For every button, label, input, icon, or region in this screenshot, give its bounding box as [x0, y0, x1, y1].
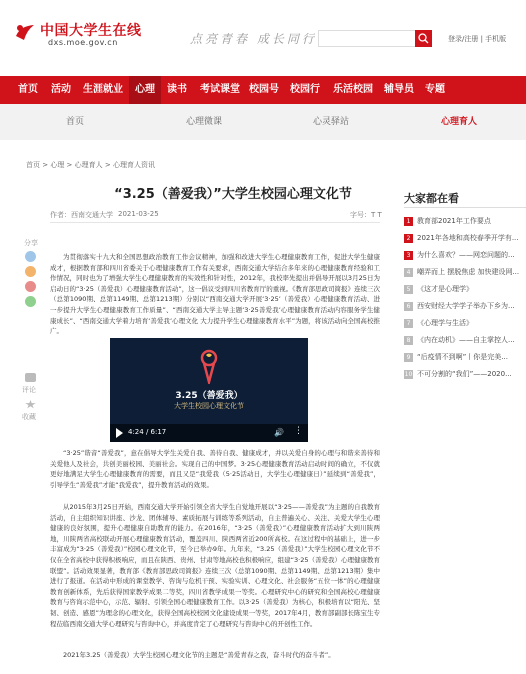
popular-item[interactable]	[404, 369, 526, 383]
subnav-home[interactable]: 首页	[66, 117, 85, 127]
collect-label: 收藏	[22, 413, 36, 421]
subnav-micro-course[interactable]: 心理微课	[186, 117, 223, 127]
article-title: “3.25（善爱我）”大学生校园心理文化节	[114, 187, 352, 202]
font-size-control[interactable]: 字号：T T	[350, 211, 382, 219]
rank-badge: 10	[404, 370, 413, 378]
video-subtitle: 大学生校园心理文化节	[174, 402, 244, 410]
video-player[interactable]	[110, 338, 308, 442]
sub-nav	[0, 104, 526, 140]
subnav-psych-education[interactable]: 心理育人	[441, 117, 478, 127]
popular-item[interactable]	[404, 284, 526, 298]
rank-badge: 6	[404, 302, 413, 311]
popular-item[interactable]	[404, 216, 526, 230]
ribbon-logo-icon	[197, 348, 221, 384]
share-label: 分享	[24, 239, 38, 247]
subnav-soul-station[interactable]: 心灵驿站	[313, 117, 350, 127]
article-paragraph: 从2015年3月25日开始，西南交通大学开始引领全省大学生自觉地开展以“3·25——善爱我”为主题的自我教育活动，自主组织知识讲座、沙龙、团体辅导、素质拓展与训练等系列活动，自主普遍关心、关注、关爱大学生心理健康的良好氛围，提升心理健康自助教育的能力。在2016年，“3·25（善爱我）”心理健康教育活动扩大到川陕两地，川陕两省高校联动开展心理健康教育活动，覆盖四川、陕西两省近200所高校。在这过程中的基础上，进一步丰富成为“3·25（善爱我）”校园心理文化节，至今已举办9年。九年来，“3.25（善爱我）”大学生校园心理文化节不仅在全省高校中获得积极响应，而且在陕西、贵州、甘肃等地高校也积极响应，组建“3·25（善爱我）心理健康教育联盟”。活动效果显著，教育部《教育部思政司简报》连续三次（总第1090期、总第1149期、总第1213期）集中进行了报道。在活动中形成的课堂教学、咨询与危机干预、实验实训、心理文化、社会服务“五位一体”的心理健康教育创新体系，先后获得国家教学成果二等奖，四川省教学成果一等奖。心理研究中心的研究和全国高校心理健康教育与咨询示范中心，示范、辐射、引领全国心理健康教育工作。以3·25（善爱我）为核心，积极培育以“阳光、坚韧、创造、感恩”为理念的心理文化，获得全国高校校园文化建设成果一等奖，2017年4月，教育部副部长陈宝生专程莅临西南交通大学心理研究与咨询中心，并高度肯定了心理研究与咨询中心的开创性工作。	[50, 503, 380, 628]
popular-title: 大家都在看	[404, 192, 459, 205]
volume-icon[interactable]: 🔊	[274, 428, 284, 437]
rank-badge: 9	[404, 353, 413, 362]
popular-item-text: 不可分割的“我们”——2020...	[417, 370, 512, 378]
article-author: 作者：西南交通大学	[50, 211, 113, 219]
star-icon[interactable]	[25, 400, 36, 409]
video-controls	[110, 424, 308, 442]
video-time: 4:24 / 6:17	[128, 428, 167, 436]
nav-item-activity[interactable]: 活动	[51, 84, 71, 95]
article-paragraph: 2021年3.25（善爱我）大学生校园心理文化节的主题是“善爱青春之我，奋斗时代的奋斗者”。	[63, 651, 335, 659]
article-paragraph: 为贯彻落实十九大和全国思想政治教育工作会议精神，加强和改进大学生心理健康教育工作，促进大学生健康成才，根据教育部和四川省委关于心理健康教育工作有关要求，西南交通大学结合多年来的心理健康教育经验和工作情况，同时也为了增强大学生心理健康教育的实效性和针对性，2012年，我校率先提出并倡导开展以3月25日为启动日的“3·25（善爱我）心理健康教育活动”，这一倡议受到四川省教育厅的重视。《教育部思政司简报》连续三次（总第1090期、总第1149期、总第1213期）分别以“西南交通大学开展‘3·25’（善爱我）心理健康教育活动、进一步提升大学生心理健康教育工作质量”、“西南交通大学主导主题‘3·25善爱我’心理健康教育活动内容服务学生健康成长”、“西南交通大学着力培育‘善爱我’心理文化 大力提升学生心理健康教育水平”为题，将该活动向全国高校推广。	[50, 253, 380, 336]
nav-item-campus-life[interactable]: 乐活校园	[333, 84, 373, 95]
nav-item-career[interactable]: 生涯就业	[83, 84, 123, 95]
rank-badge: 5	[404, 285, 413, 294]
qq-share-icon[interactable]	[25, 251, 36, 262]
popular-item-text: 西安财经大学学子举办下乡为...	[417, 302, 515, 310]
nav-item-exam[interactable]: 考试课堂	[200, 84, 240, 95]
nav-item-reading[interactable]: 读书	[167, 84, 187, 95]
nav-item-counselor[interactable]: 辅导员	[384, 84, 414, 95]
divider	[404, 207, 526, 208]
nav-item-special[interactable]: 专题	[425, 84, 445, 95]
site-header	[0, 0, 526, 76]
comment-icon[interactable]	[25, 373, 36, 382]
comment-label: 评论	[22, 386, 36, 394]
divider	[50, 222, 380, 223]
rank-badge: 4	[404, 268, 413, 277]
more-options-icon[interactable]: ⋮	[294, 426, 303, 436]
popular-item[interactable]	[404, 352, 526, 366]
rank-badge: 1	[404, 217, 413, 226]
popular-item[interactable]	[404, 335, 526, 349]
rank-badge: 2	[404, 234, 413, 243]
article-paragraph: “3·25”谐音“善爱我”，意在倡导大学生关爱自我、善待自我、健康成才，并以关爱自身的心理与和谐来善待和关爱他人及社会，共创美丽校园、美丽社会。实现自己的中国梦。3·25心理健康教育活动启动时间的确立，不仅就更好地满足大学生心理健康教育的需要，而且又是“我爱我（5·25活动日，大学生心理健康日）”延续到“善爱我”，引导学生“善爱我”才能“我爱我”，提升教育活动的效果。	[50, 449, 380, 489]
slogan: 点亮青春 成长同行	[190, 32, 317, 46]
qzone-share-icon[interactable]	[25, 266, 36, 277]
popular-item[interactable]	[404, 301, 526, 315]
main-nav	[0, 76, 526, 104]
rank-badge: 8	[404, 336, 413, 345]
popular-item-text: 《心理学与生活》	[417, 319, 473, 327]
popular-item[interactable]	[404, 250, 526, 264]
popular-item-text: 嘲弄而上 摆脱焦虑 加快建设网...	[417, 268, 520, 276]
video-title: 3.25（善爱我）	[175, 391, 243, 401]
popular-item[interactable]	[404, 233, 526, 247]
rank-badge: 7	[404, 319, 413, 328]
popular-item-text: 《这才是心理学》	[417, 285, 473, 293]
top-links[interactable]: 登录/注册 | 手机版	[448, 35, 507, 43]
nav-item-campus-tour[interactable]: 校园行	[290, 84, 320, 95]
weibo-share-icon[interactable]	[25, 281, 36, 292]
article-date: 2021-03-25	[118, 210, 159, 218]
popular-item-text: “后疫情不到啊”丨你是完美...	[417, 353, 508, 361]
logo-icon[interactable]	[14, 22, 36, 44]
search-icon	[415, 30, 432, 47]
search-button[interactable]	[415, 30, 432, 47]
popular-item[interactable]	[404, 267, 526, 281]
rank-badge: 3	[404, 251, 413, 260]
popular-item-text: 教育部2021年工作要点	[417, 217, 491, 225]
breadcrumb[interactable]: 首页 > 心理 > 心理育人 > 心理育人资讯	[26, 161, 155, 169]
wechat-share-icon[interactable]	[25, 296, 36, 307]
popular-item[interactable]	[404, 318, 526, 332]
popular-item-text: 为什么喜欢？——网恋问题的...	[417, 251, 515, 259]
nav-item-home[interactable]: 首页	[18, 84, 38, 95]
popular-item-text: 《内在动机》——自主掌控人...	[417, 336, 515, 344]
nav-item-psychology[interactable]: 心理	[129, 76, 161, 104]
popular-item-text: 2021年各地和高校春季开学有...	[417, 234, 519, 242]
nav-item-campus-account[interactable]: 校园号	[249, 84, 279, 95]
logo-text[interactable]: 中国大学生在线	[40, 23, 142, 39]
logo-url: dxs.moe.gov.cn	[48, 38, 118, 47]
play-icon[interactable]	[116, 428, 123, 438]
